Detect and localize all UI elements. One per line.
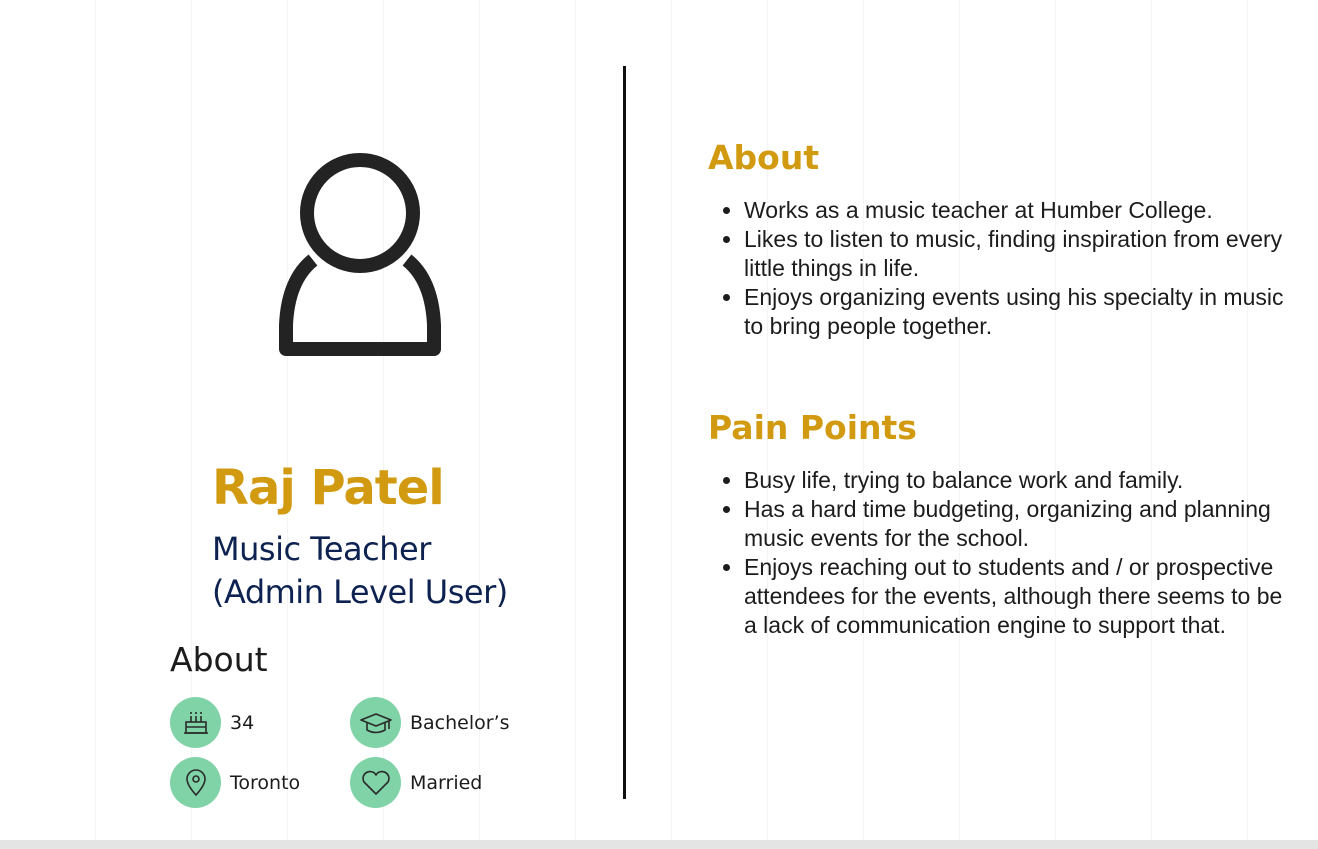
list-item: • Likes to listen to music, finding inspiration from every little things in life. bbox=[744, 225, 1284, 283]
facts-heading: About bbox=[170, 640, 268, 679]
fact-marital-status-value: Married bbox=[410, 771, 483, 794]
list-item: • Works as a music teacher at Humber College. bbox=[744, 196, 1284, 225]
persona-role-title: Music Teacher bbox=[212, 530, 431, 568]
bottom-shadow bbox=[0, 840, 1318, 849]
about-title: About bbox=[708, 138, 820, 177]
fact-location bbox=[170, 757, 300, 808]
about-list bbox=[708, 196, 1284, 341]
location-pin-icon bbox=[170, 757, 221, 808]
persona-role bbox=[212, 528, 508, 614]
list-item: • Enjoys reaching out to students and / or prospective attendees for the events, although there seems to be a lack of communication engine to support that. bbox=[744, 553, 1284, 640]
list-item: • Busy life, trying to balance work and family. bbox=[744, 466, 1284, 495]
birthday-cake-icon bbox=[170, 697, 221, 748]
list-item: • Has a hard time budgeting, organizing and planning music events for the school. bbox=[744, 495, 1284, 553]
list-item: • Enjoys organizing events using his specialty in music to bring people together. bbox=[744, 283, 1284, 341]
fact-age-value: 34 bbox=[230, 711, 255, 734]
user-avatar-icon bbox=[276, 150, 446, 360]
fact-education-value: Bachelor’s bbox=[410, 711, 510, 734]
column-divider bbox=[623, 66, 626, 799]
persona-name: Raj Patel bbox=[212, 460, 444, 516]
pain-points-list bbox=[708, 466, 1284, 640]
fact-location-value: Toronto bbox=[230, 771, 301, 794]
pain-points-title: Pain Points bbox=[708, 408, 917, 447]
fact-education bbox=[350, 697, 510, 748]
fact-marital-status bbox=[350, 757, 482, 808]
heart-icon bbox=[350, 757, 401, 808]
fact-age bbox=[170, 697, 254, 748]
persona-role-level: (Admin Level User) bbox=[212, 573, 508, 611]
graduation-cap-icon bbox=[350, 697, 401, 748]
